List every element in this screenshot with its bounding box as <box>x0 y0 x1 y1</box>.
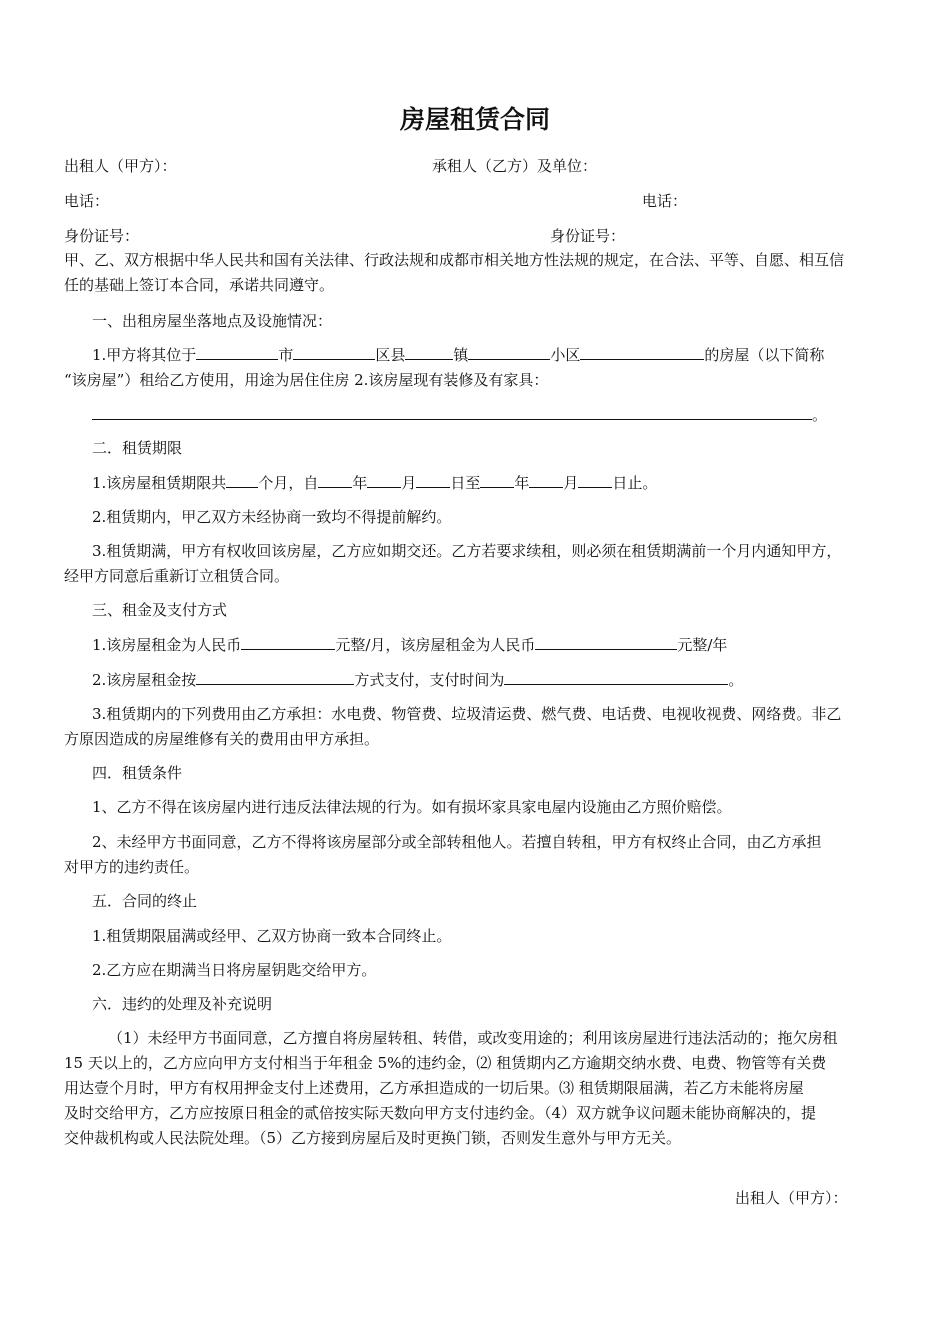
clause-line: 3.租赁期满，甲方有权收回该房屋，乙方应如期交还。乙方若要求续租，则必须在租赁期满前一个月内通知甲方， <box>92 542 842 560</box>
section-heading: 六．违约的处理及补充说明 <box>92 995 273 1013</box>
signature-lessor-label: 出租人（甲方）： <box>735 1189 848 1207</box>
clause-text: 个月，自 <box>258 474 319 492</box>
blank-field <box>226 472 258 488</box>
blank-field <box>293 344 375 360</box>
clause-line: 1、乙方不得在该房屋内进行违反法律法规的行为。如有损坏家具家电屋内设施由乙方照价赔偿。 <box>92 798 732 816</box>
lessor-label: 出租人（甲方）： <box>64 157 177 175</box>
clause-text: 年 <box>514 474 530 492</box>
clause-text: 方式支付，支付时间为 <box>354 671 505 689</box>
clause-line <box>92 472 657 493</box>
clause-line: 15 天以上的，乙方应向甲方支付相当于年租金 5%的违约金，⑵ 租赁期内乙方逾期交纳水费、电费、物管等有关费 <box>64 1054 827 1072</box>
blank-field <box>504 669 728 685</box>
clause-text: 的房屋（以下简称 <box>704 346 825 364</box>
blank-field <box>535 634 677 650</box>
lessee-phone-label: 电话： <box>642 192 688 210</box>
blank-field <box>480 472 514 488</box>
blank-field <box>318 472 352 488</box>
section-heading: 一、出租房屋坐落地点及设施情况： <box>92 312 333 330</box>
clause-text: 1.该房屋租金为人民币 <box>92 636 242 654</box>
clause-line: 及时交给甲方，乙方应按原日租金的贰倍按实际天数向甲方支付违约金。（4）双方就争议问题未能协商解决的，提 <box>64 1104 817 1122</box>
clause-text: 月 <box>563 474 579 492</box>
section-heading: 四．租赁条件 <box>92 764 183 782</box>
clause-text: 元整/月，该房屋租金为人民币 <box>335 636 536 654</box>
blank-field <box>196 669 354 685</box>
clause-text: 。 <box>812 406 828 424</box>
lessee-id-label: 身份证号： <box>550 227 626 245</box>
clause-text: 市 <box>278 346 294 364</box>
clause-text: 区县 <box>375 346 406 364</box>
clause-line: （1）未经甲方书面同意，乙方擅自将房屋转租、转借，或改变用途的；利用该房屋进行违法活动的；拖欠房租 <box>108 1029 838 1047</box>
clause-text: 1.甲方将其位于 <box>92 346 197 364</box>
clause-line: 2、未经甲方书面同意，乙方不得将该房屋部分或全部转租他人。若擅自转租，甲方有权终止合同，由乙方承担 <box>92 833 822 851</box>
clause-line: 用达壹个月时，甲方有权用押金支付上述费用，乙方承担造成的一切后果。⑶ 租赁期限届满，若乙方未能将房屋 <box>64 1079 804 1097</box>
section-heading: 三、租金及支付方式 <box>92 601 228 619</box>
clause-line <box>92 344 824 365</box>
clause-text: 月 <box>401 474 417 492</box>
blank-field <box>468 344 550 360</box>
clause-line: 2.乙方应在期满当日将房屋钥匙交给甲方。 <box>92 961 377 979</box>
blank-field <box>416 472 450 488</box>
clause-line: 经甲方同意后重新订立租赁合同。 <box>64 567 290 585</box>
clause-text: 元整/年 <box>677 636 728 654</box>
clause-line: 交仲裁机构或人民法院处理。（5）乙方接到房屋后及时更换门锁，否则发生意外与甲方无关。 <box>64 1129 682 1147</box>
clause-line: 3.租赁期内的下列费用由乙方承担：水电费、物管费、垃圾清运费、燃气费、电话费、电视收视费、网络费。非乙 <box>92 705 842 723</box>
clause-text: 1.该房屋租赁期限共 <box>92 474 227 492</box>
preamble-line: 甲、乙、双方根据中华人民共和国有关法律、行政法规和成都市相关地方性法规的规定，在合法、平等、自愿、相互信 <box>64 251 845 269</box>
section-heading: 五．合同的终止 <box>92 892 198 910</box>
clause-line: 方原因造成的房屋维修有关的费用由甲方承担。 <box>64 730 380 748</box>
clause-line: 对甲方的违约责任。 <box>64 858 200 876</box>
blank-field <box>578 472 612 488</box>
lessee-label: 承租人（乙方）及单位： <box>432 157 598 175</box>
blank-field <box>405 344 453 360</box>
blank-field <box>367 472 401 488</box>
clause-text: 镇 <box>453 346 469 364</box>
blank-field <box>92 404 812 420</box>
clause-text: 2.该房屋租金按 <box>92 671 197 689</box>
blank-field <box>196 344 278 360</box>
blank-field <box>529 472 563 488</box>
clause-text: 日至 <box>450 474 481 492</box>
clause-text: 。 <box>728 671 744 689</box>
clause-line <box>92 669 743 690</box>
blank-field <box>241 634 335 650</box>
clause-text: 年 <box>352 474 368 492</box>
section-heading: 二．租赁期限 <box>92 439 183 457</box>
clause-line: “该房屋”）租给乙方使用，用途为居住住房 2.该房屋现有装修及有家具： <box>64 371 549 389</box>
clause-line: 1.租赁期限届满或经甲、乙双方协商一致本合同终止。 <box>92 927 452 945</box>
clause-text: 小区 <box>550 346 581 364</box>
clause-line <box>92 404 827 425</box>
clause-line: 2.租赁期内，甲乙双方未经协商一致均不得提前解约。 <box>92 508 452 526</box>
document-title: 房屋租赁合同 <box>399 105 550 134</box>
lessor-id-label: 身份证号： <box>64 227 140 245</box>
clause-line <box>92 634 727 655</box>
blank-field <box>580 344 704 360</box>
lessor-phone-label: 电话： <box>64 192 110 210</box>
clause-text: 日止。 <box>612 474 658 492</box>
preamble-line: 任的基础上签订本合同，承诺共同遵守。 <box>64 276 335 294</box>
